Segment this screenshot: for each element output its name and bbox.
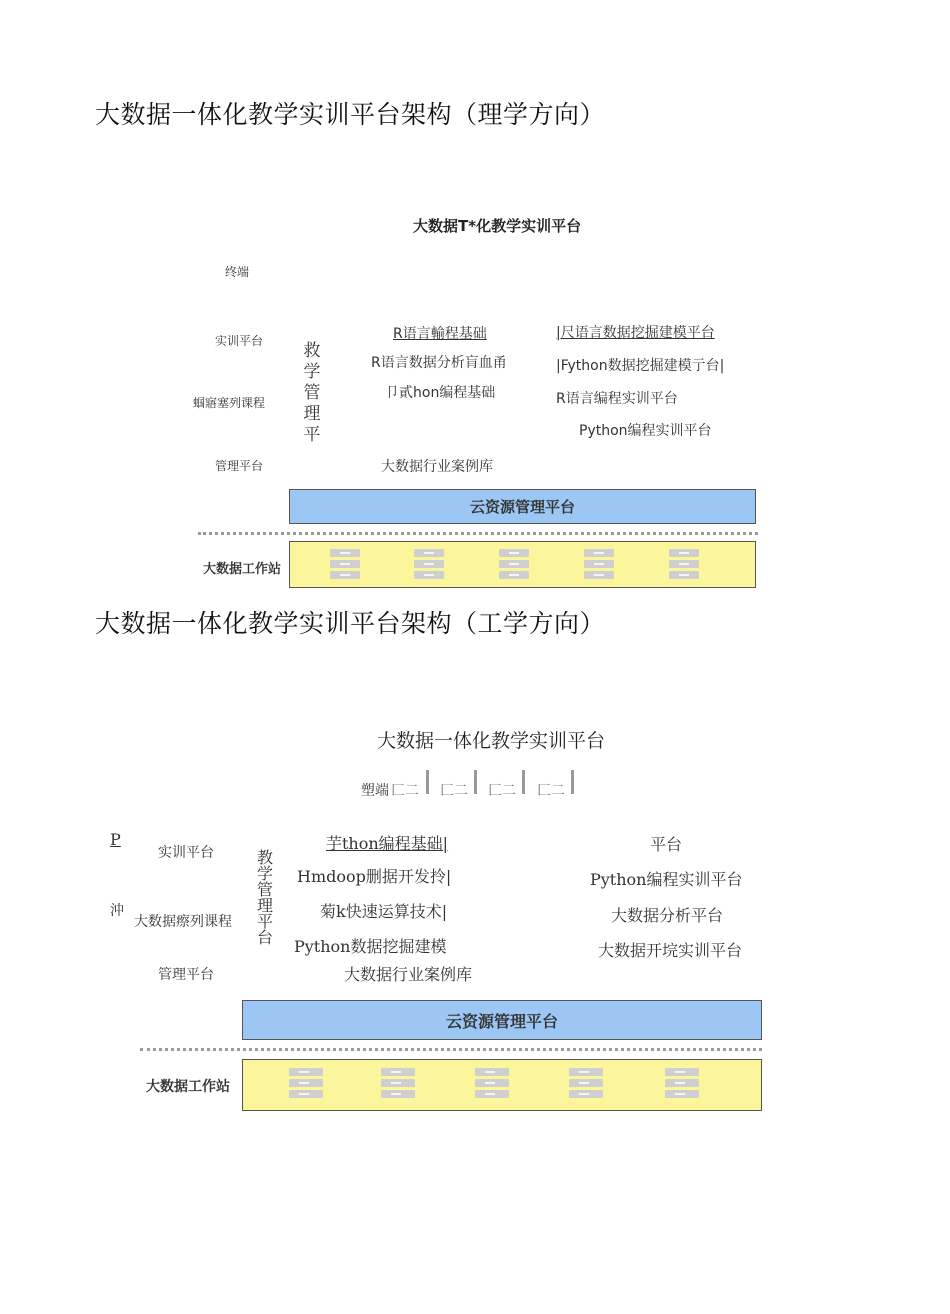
side2-label-courses: 大数据瘵列课程 [134,914,232,930]
course2-right-3: 大数据分析平台 [611,906,724,925]
course2-left-2: Hmdoop删据开发拎| [297,867,452,886]
server-icon [569,1068,603,1100]
server-icon [584,549,614,581]
course2-left-1: 芋thon编程基础| [326,834,449,853]
course-right-3: R语言编程实训平台 [556,391,678,407]
terminal-box: 匚二 [440,783,468,799]
server-icon [499,549,529,581]
section2-diagram-title: 大数据一体化教学实训平台 [377,730,606,752]
terminal-label: 塑端 [361,783,389,799]
vertical-teaching-management: 教学管理平台 [256,848,273,947]
course2-right-1: 平台 [650,835,683,854]
terminal-box: 匚二 [488,783,516,799]
course-left-1: R语言輸程基础 [393,326,487,342]
course2-left-4: Python数据挖掘建模 [294,937,447,956]
side-label-training-platform: 实训平台 [215,334,264,348]
server-icon [665,1068,699,1100]
divider-dotted-2 [140,1048,762,1051]
section2-heading: 大数据一体化教学实训平台架构（工学方向） [95,609,606,638]
vertical-management-label: 救学管理平 [303,341,321,445]
course-right-1: |尺语言数据挖掘建模平台 [556,325,715,341]
server-icon [414,549,444,581]
case-library: 大数据行业案例库 [381,459,493,475]
terminal-bar [522,770,525,794]
side2-label-management: 管理平台 [158,967,214,983]
section1-heading: 大数据一体化教学实训平台架构（理学方向） [95,100,606,129]
course-right-2: |Fython数据挖掘建模亍台| [556,358,725,374]
workstation-area [289,541,756,588]
course-left-3: 卩貳hon编程基础 [385,385,496,401]
server-icon [330,549,360,581]
side-label-course-series: 蝈寤塞列课程 [193,396,266,410]
server-icon [475,1068,509,1100]
workstation-area-2 [242,1059,762,1111]
workstation-label-2: 大数据工作站 [146,1079,230,1095]
server-icon [289,1068,323,1100]
terminal-box: 匚二 [537,783,565,799]
cloud-resource-label: 云资源管理平台 [469,498,575,516]
server-icon [381,1068,415,1100]
terminal-bar [426,770,429,794]
cloud-resource-platform [289,489,756,524]
course-right-4: Python编程实训平台 [579,423,712,439]
course2-left-3: 菊k快速运算技术| [320,902,448,921]
side2-label-training: 实训平台 [158,845,214,861]
cloud-resource-label-2: 云资源管理平台 [445,1011,558,1031]
server-icon [669,549,699,581]
divider-dotted [198,532,758,535]
terminal-box: 匚二 [391,783,419,799]
left-mark-p: P [110,830,121,849]
course2-right-4: 大数据开垸实训平台 [598,941,743,960]
section1-diagram-title: 大数据T*化教学实训平台 [413,217,582,235]
cloud-resource-platform-2 [242,1000,762,1040]
left-mark-chong: 沖 [110,903,124,919]
terminal-bar [571,770,574,794]
side-label-terminal: 终端 [225,265,250,279]
workstation-label: 大数据工作站 [203,562,282,577]
side-label-management: 管理平台 [215,459,264,473]
course2-right-2: Python编程实训平台 [590,870,743,889]
terminal-bar [474,770,477,794]
course-left-2: R语言数据分析肓血甬 [371,355,507,371]
case-library-2: 大数据行业案例库 [344,965,473,984]
